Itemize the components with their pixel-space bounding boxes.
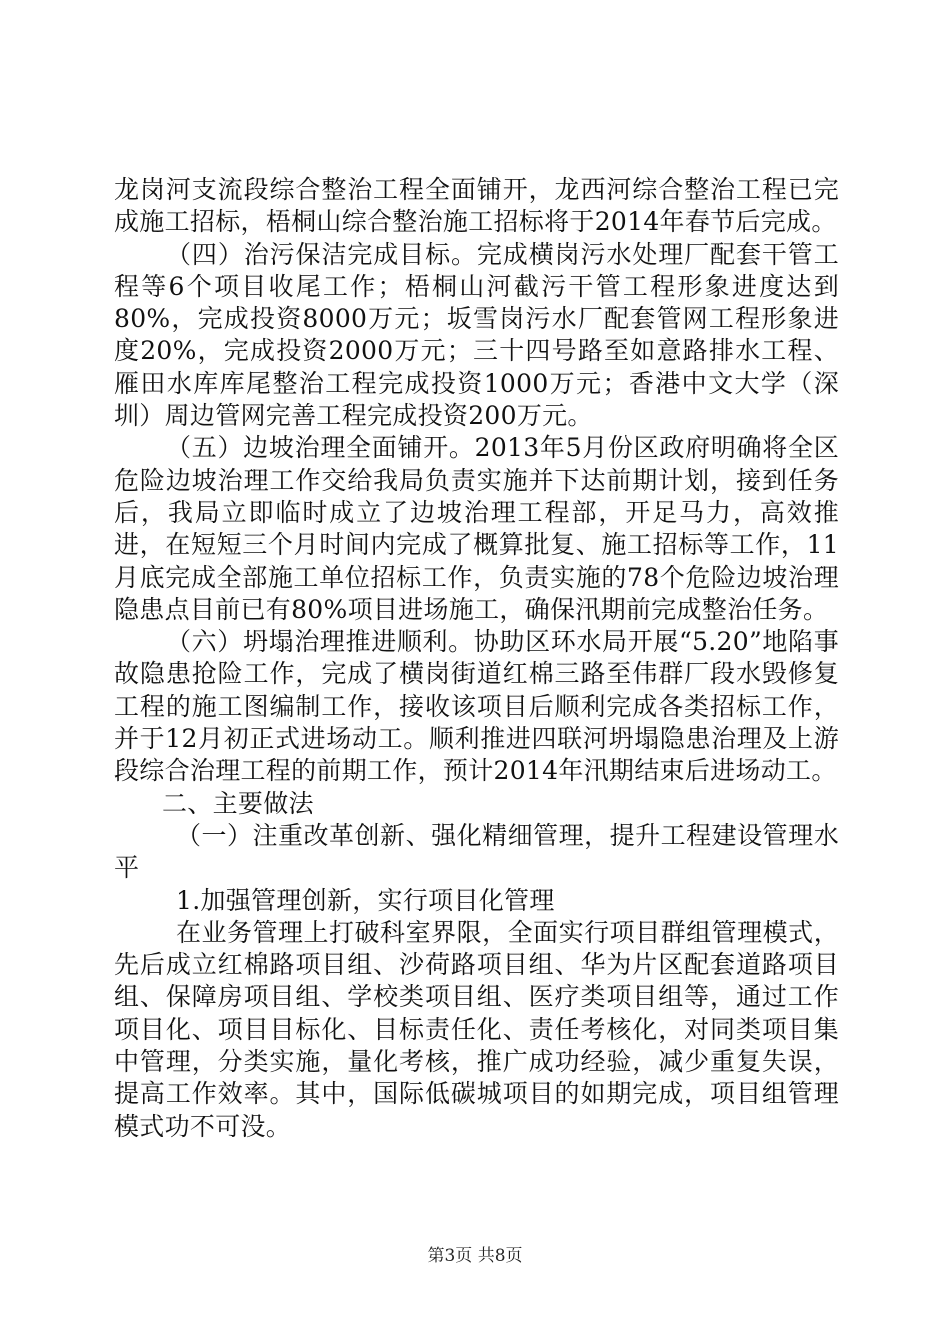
heading-subsection-1: （一）注重改革创新、强化精细管理，提升工程建设管理水平 bbox=[114, 820, 839, 883]
heading-item-1: 1.加强管理创新，实行项目化管理 bbox=[176, 885, 555, 915]
paragraph-section-6: （六）坍塌治理推进顺利。协助区环水局开展“5.20”地陷事故隐患抢险工作，完成了横岗街道红棉三路至伟群厂段水毁修复工程的施工图编制工作，接收该项目后顺利完成各类招标工作，并于12月初正式进场动工。顺利推进四联河坍塌隐患治理及上游段综合治理工程的前期工作，预计2014年汛期结束后进场动工。 bbox=[114, 627, 839, 786]
paragraph-continuation: 龙岗河支流段综合整治工程全面铺开，龙西河综合整治工程已完成施工招标，梧桐山综合整治施工招标将于2014年春节后完成。 bbox=[114, 175, 839, 237]
paragraph-project-management: 在业务管理上打破科室界限，全面实行项目群组管理模式，先后成立红棉路项目组、沙荷路项目组、华为片区配套道路项目组、保障房项目组、学校类项目组、医疗类项目组等，通过工作项目化、项目目标化、目标责任化、责任考核化，对同类项目集中管理，分类实施，量化考核，推广成功经验，减少重复失误，提高工作效率。其中，国际低碳城项目的如期完成，项目组管理模式功不可没。 bbox=[114, 917, 839, 1141]
page-number-label: 第3页 共8页 bbox=[427, 1246, 523, 1266]
paragraph-section-4: （四）治污保洁完成目标。完成横岗污水处理厂配套干管工程等6个项目收尾工作；梧桐山河截污干管工程形象进度达到80%，完成投资8000万元；坂雪岗污水厂配套管网工程形象进度20%，完成投资2000万元；三十四号路至如意路排水工程、雁田水库库尾整治工程完成投资1000万元；香港中文大学（深圳）周边管网完善工程完成投资200万元。 bbox=[114, 239, 839, 431]
document-body bbox=[114, 174, 839, 1143]
page-footer bbox=[0, 1241, 950, 1266]
paragraph-section-5: （五）边坡治理全面铺开。2013年5月份区政府明确将全区危险边坡治理工作交给我局负责实施并下达前期计划，接到任务后，我局立即临时成立了边坡治理工程部，开足马力，高效推进，在短短三个月时间内完成了概算批复、施工招标等工作，11月底完成全部施工单位招标工作，负责实施的78个危险边坡治理隐患点目前已有80%项目进场施工，确保汛期前完成整治任务。 bbox=[114, 433, 839, 624]
heading-main-practices: 二、主要做法 bbox=[162, 788, 314, 818]
